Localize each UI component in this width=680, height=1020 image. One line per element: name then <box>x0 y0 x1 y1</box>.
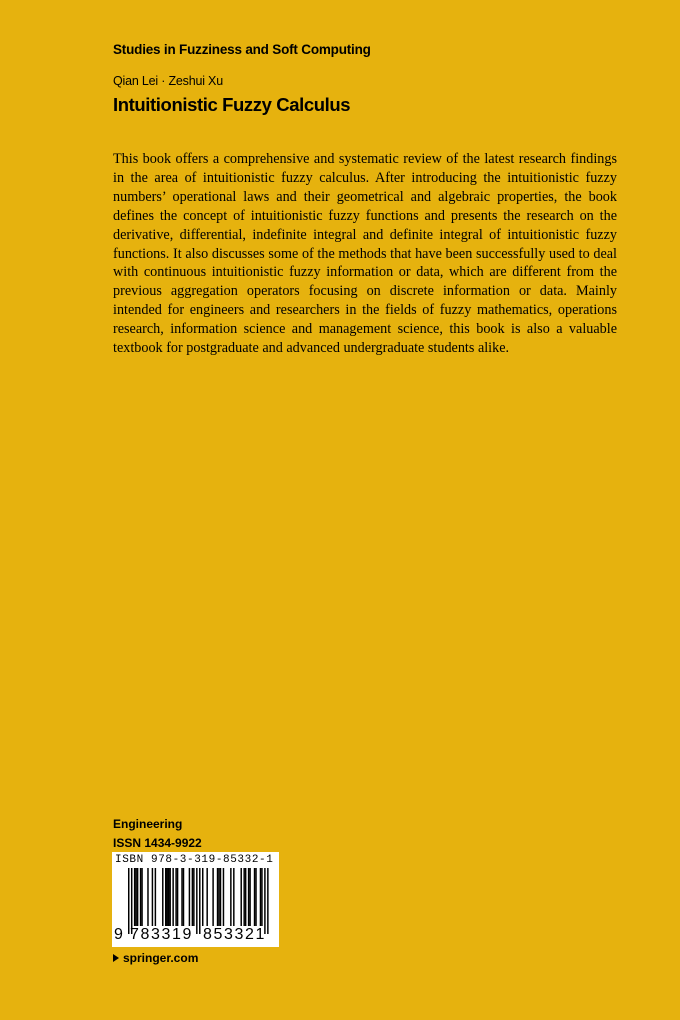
publisher-url: springer.com <box>123 951 199 965</box>
barcode-bar <box>128 868 129 934</box>
publisher-link[interactable] <box>113 951 198 965</box>
book-title: Intuitionistic Fuzzy Calculus <box>113 94 351 115</box>
barcode-bar <box>217 868 218 926</box>
barcode-bar <box>140 868 141 926</box>
barcode-bar <box>141 868 142 926</box>
barcode-bar <box>134 868 135 926</box>
ean-left-digits: 783319 <box>130 926 193 943</box>
barcode-bar <box>261 868 262 926</box>
barcode-bar <box>193 868 194 926</box>
barcode-bar <box>155 868 156 926</box>
barcode <box>112 852 279 947</box>
authors: Qian Lei · Zeshui Xu <box>113 74 223 88</box>
barcode-bar <box>189 868 190 926</box>
barcode-bar <box>172 868 173 926</box>
barcode-bar <box>230 868 231 926</box>
ean-first-digit: 9 <box>114 926 123 943</box>
barcode-bar <box>165 868 166 926</box>
barcode-bar <box>218 868 219 926</box>
barcode-bar <box>168 868 169 926</box>
barcode-bar <box>255 868 256 926</box>
barcode-bar <box>137 868 138 926</box>
barcode-bar <box>248 868 249 926</box>
barcode-bar <box>254 868 255 926</box>
barcode-bar <box>223 868 224 926</box>
barcode-bar <box>212 868 213 926</box>
barcode-bar <box>169 868 170 926</box>
barcode-bar <box>192 868 193 926</box>
barcode-bar <box>220 868 221 926</box>
barcode-bar <box>162 868 163 926</box>
issn: ISSN 1434-9922 <box>113 836 202 850</box>
barcode-bar <box>245 868 246 926</box>
barcode-bar <box>264 868 265 934</box>
barcode-bar <box>240 868 241 926</box>
barcode-bar <box>183 868 184 926</box>
barcode-bar <box>206 868 207 926</box>
barcode-bar <box>177 868 178 926</box>
barcode-bar <box>260 868 261 926</box>
barcode-bar <box>131 868 132 934</box>
subject-category: Engineering <box>113 817 183 831</box>
barcode-bar <box>166 868 167 926</box>
series-name: Studies in Fuzziness and Soft Computing <box>113 42 371 57</box>
isbn-label: ISBN 978-3-319-85332-1 <box>115 854 274 866</box>
barcode-bar <box>135 868 136 926</box>
book-description: This book offers a comprehensive and systematic review of the latest research findings in the area of intuitionistic fuzzy calculus. After introducing the intuitionistic fuzzy numbers’ operational laws and their geometrical and algebraic properties, the book defines the concept of intuitionistic fuzzy functions and presents the research on the derivative, differential, indefinite integral and definite integral of intuitionistic fuzzy functions. It also discusses some of the methods that have been successfully used to deal with continuous intuitionistic fuzzy information or data, which are different from the previous aggregation operators focusing on discrete information or data. Mainly intended for engineers and researchers in the fields of fuzzy mathematics, operations research, information science and management science, this book is also a valuable textbook for postgraduate and advanced undergraduate students alike. <box>113 151 617 357</box>
barcode-bar <box>175 868 176 926</box>
barcode-bar <box>202 868 203 926</box>
barcode-bar <box>147 868 148 926</box>
barcode-bar <box>243 868 244 926</box>
barcode-bar <box>181 868 182 926</box>
barcode-bar <box>152 868 153 926</box>
barcode-bar <box>199 868 200 934</box>
barcode-bar <box>249 868 250 926</box>
barcode-bar <box>233 868 234 926</box>
ean-right-digits: 853321 <box>203 926 266 943</box>
play-arrow-icon <box>113 954 119 962</box>
barcode-bar <box>196 868 197 934</box>
barcode-bar <box>267 868 268 934</box>
